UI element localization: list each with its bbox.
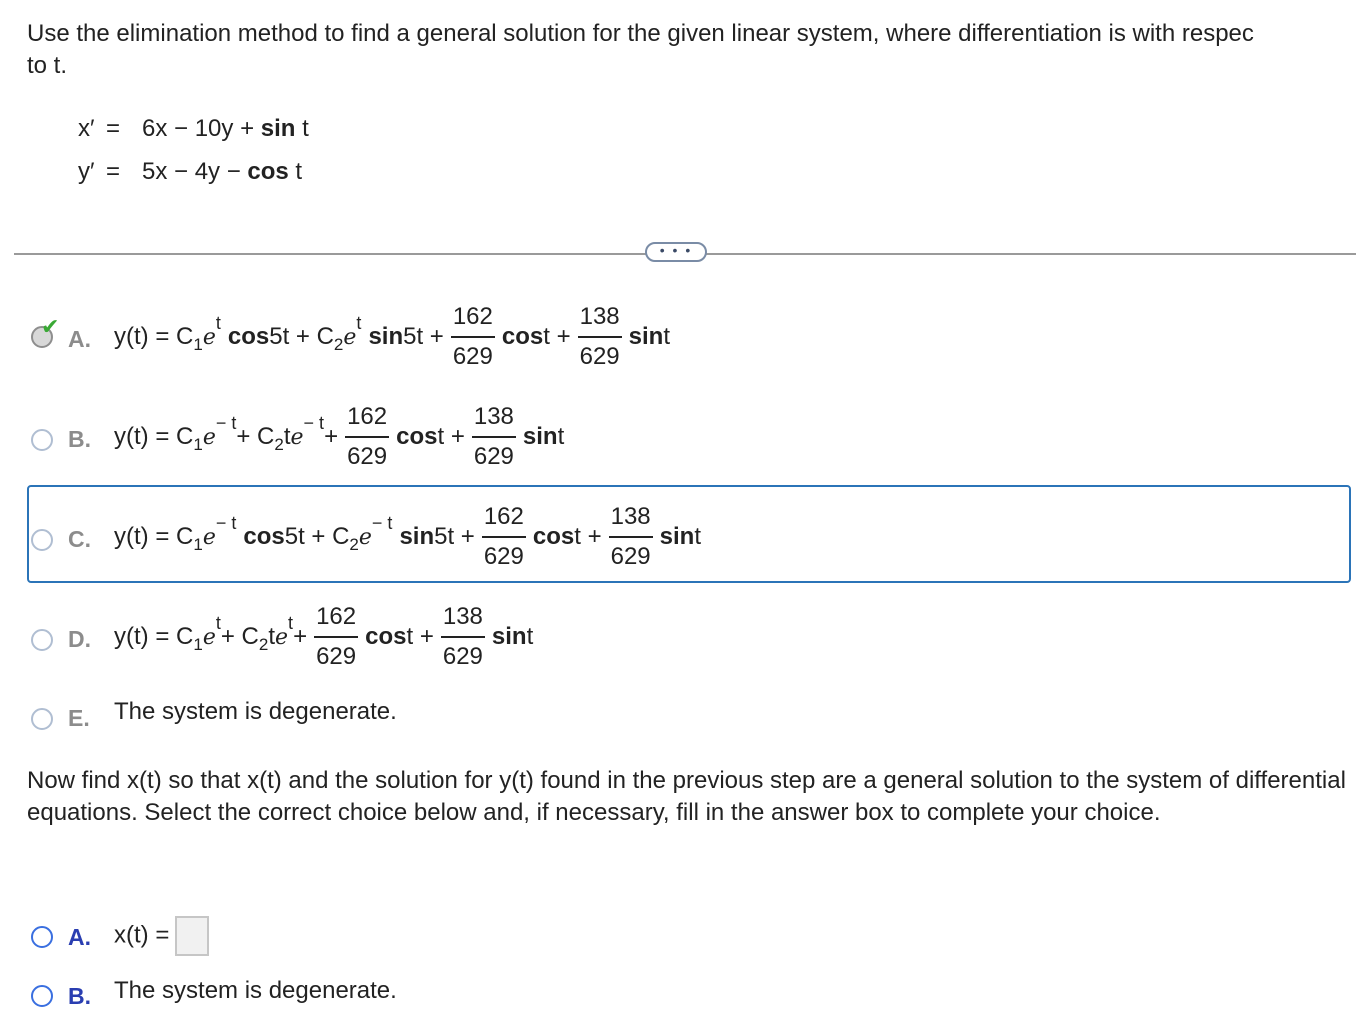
- exp-base: e: [275, 624, 289, 650]
- term: 5t +: [403, 323, 444, 350]
- eq1-rhs: 6x − 10y +: [142, 115, 261, 142]
- term: 5t + C: [269, 323, 334, 350]
- part2-a-label-wrap: [114, 916, 209, 956]
- numerator: 162: [452, 303, 493, 330]
- denominator: 629: [347, 443, 388, 470]
- radio-option-e[interactable]: [31, 708, 53, 730]
- fn: cos: [532, 523, 575, 550]
- numerator: 138: [610, 503, 651, 530]
- part2-a-label: x(t) =: [114, 921, 170, 949]
- eq2-fn: cos: [247, 158, 289, 185]
- option-c-expression: [114, 497, 701, 577]
- radio-option-d[interactable]: [31, 629, 53, 651]
- term: t +: [574, 523, 602, 550]
- exp-base: e: [202, 624, 216, 650]
- option-d-expression: [114, 597, 533, 677]
- subscript: 1: [193, 435, 203, 454]
- radio-option-c[interactable]: [31, 529, 53, 551]
- check-mark-icon: ✔: [41, 314, 60, 339]
- eq2-arg: t: [288, 158, 303, 185]
- subscript: 1: [193, 635, 203, 654]
- exponent: − t: [215, 512, 237, 533]
- t-factor: t: [268, 623, 276, 650]
- answer-box[interactable]: [175, 916, 209, 956]
- exp-base: e: [202, 424, 216, 450]
- option-b-letter: B.: [68, 426, 91, 452]
- term: t: [663, 323, 670, 350]
- subscript: 2: [349, 535, 359, 554]
- denominator: 629: [579, 343, 620, 370]
- term: y(t) = C: [114, 523, 194, 550]
- denominator: 629: [452, 343, 493, 370]
- exp-base: e: [202, 524, 216, 550]
- fraction: [578, 304, 622, 370]
- term: t +: [543, 323, 571, 350]
- option-a-letter: A.: [68, 326, 91, 352]
- equation-x-prime: [78, 114, 309, 144]
- denominator: 629: [473, 443, 514, 470]
- fn: cos: [227, 323, 270, 350]
- denominator: 629: [442, 643, 483, 670]
- exponent: − t: [303, 412, 325, 433]
- option-a-expression: [114, 297, 670, 377]
- exp-base: e: [290, 424, 304, 450]
- term: +: [293, 623, 308, 650]
- eq2-rhs: 5x − 4y −: [142, 158, 248, 185]
- option-c-letter: C.: [68, 526, 91, 552]
- term: y(t) = C: [114, 623, 194, 650]
- option-d-letter: D.: [68, 626, 91, 652]
- term: +: [324, 423, 339, 450]
- numerator: 162: [347, 403, 388, 430]
- denominator: 629: [610, 543, 651, 570]
- term: 5t +: [434, 523, 475, 550]
- fn: sin: [491, 623, 527, 650]
- eq1-equals: =: [106, 115, 121, 142]
- denominator: 629: [483, 543, 524, 570]
- term: t +: [437, 423, 465, 450]
- subscript: 2: [274, 435, 284, 454]
- eq2-lhs: y′: [78, 158, 95, 185]
- exponent: t: [288, 612, 294, 633]
- term: t: [526, 623, 534, 650]
- fraction: [314, 604, 358, 670]
- exponent: t: [215, 312, 221, 333]
- subscript: 2: [258, 635, 269, 654]
- numerator: 138: [473, 403, 514, 430]
- t-factor: t: [283, 423, 291, 450]
- fn: sin: [628, 323, 664, 350]
- fn: sin: [522, 423, 558, 450]
- term: + C: [236, 423, 275, 450]
- denominator: 629: [316, 643, 357, 670]
- part2-b-text: The system is degenerate.: [114, 977, 397, 1004]
- exp-base: e: [202, 324, 216, 350]
- numerator: 138: [579, 303, 620, 330]
- exponent: t: [215, 612, 221, 633]
- term: y(t) = C: [114, 323, 194, 350]
- radio-part2-a[interactable]: [31, 926, 53, 948]
- term: y(t) = C: [114, 423, 194, 450]
- exp-base: e: [358, 524, 372, 550]
- fraction: [482, 504, 526, 570]
- radio-option-b[interactable]: [31, 429, 53, 451]
- part2-b-letter: B.: [68, 983, 91, 1009]
- numerator: 138: [442, 603, 483, 630]
- numerator: 162: [483, 503, 524, 530]
- term: t: [694, 523, 701, 550]
- subscript: 1: [193, 535, 203, 554]
- fn: cos: [501, 323, 544, 350]
- exponent: t: [356, 312, 362, 333]
- eq1-arg: t: [295, 115, 309, 142]
- exponent: − t: [215, 412, 237, 433]
- term: t: [557, 423, 565, 450]
- fn: sin: [368, 323, 404, 350]
- fraction: [345, 404, 389, 470]
- part2-a-letter: A.: [68, 924, 91, 950]
- eq1-fn: sin: [260, 115, 296, 142]
- numerator: 162: [316, 603, 357, 630]
- exponent: − t: [371, 512, 393, 533]
- option-e-text: The system is degenerate.: [114, 698, 397, 725]
- part2-prompt: Now find x(t) so that x(t) and the solution for y(t) found in the previous step are a general solution to the system of differential equations. Select the correct choice below and, if necessary, fill in the answer box to complete your choice.: [27, 767, 1353, 826]
- fn: sin: [659, 523, 695, 550]
- radio-part2-b[interactable]: [31, 985, 53, 1007]
- equation-y-prime: [78, 157, 302, 187]
- more-options-button[interactable]: • • •: [645, 242, 707, 262]
- subscript: 2: [333, 335, 344, 354]
- option-b-expression: [114, 397, 564, 477]
- eq2-equals: =: [106, 158, 121, 185]
- fn: cos: [243, 523, 285, 550]
- fraction: [609, 504, 653, 570]
- fn: cos: [365, 623, 407, 650]
- fraction: [441, 604, 485, 670]
- fraction: [451, 304, 495, 370]
- fn: cos: [396, 423, 438, 450]
- exp-base: e: [343, 324, 357, 350]
- fn: sin: [399, 523, 435, 550]
- option-e-letter: E.: [68, 705, 90, 731]
- fraction: [472, 404, 516, 470]
- subscript: 1: [193, 335, 203, 354]
- eq1-lhs: x′: [78, 115, 95, 142]
- term: + C: [220, 623, 259, 650]
- question-prompt: Use the elimination method to find a general solution for the given linear system, where differentiation is with respec to t.: [27, 20, 1254, 79]
- term: 5t + C: [284, 523, 350, 550]
- term: t +: [406, 623, 434, 650]
